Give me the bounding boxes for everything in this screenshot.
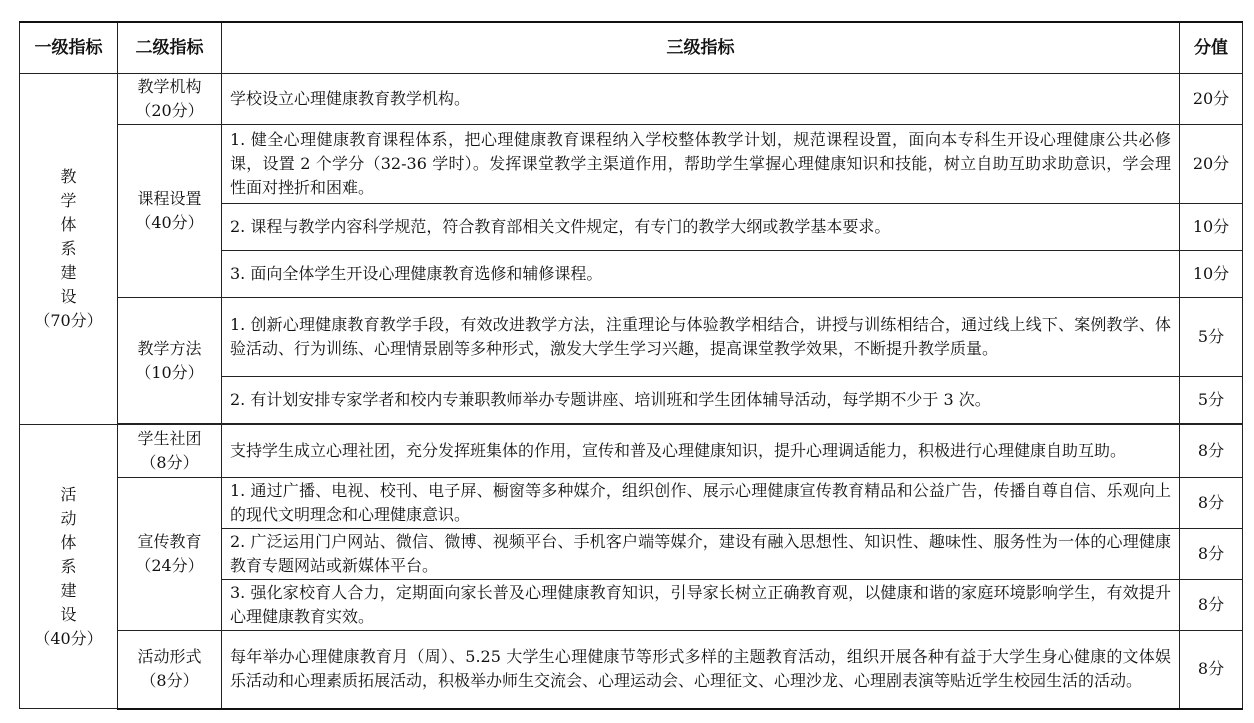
level3-text: 每年举办心理健康教育月（周）、5.25 大学生心理健康节等形式多样的主题教育活动，组织开展各种有益于大学生身心健康的文体娱乐活动和心理素质拓展活动，积极举办师生交流会、心理运动会、心理征文、心理沙龙、心理剧表演等贴近学生校园生活的活动。 [222, 631, 1180, 709]
level3-text: 支持学生成立心理社团，充分发挥班集体的作用，宣传和普及心理健康知识，提升心理调适能力，积极进行心理健康自助互助。 [222, 425, 1180, 478]
table-row [20, 425, 1243, 478]
header-score: 分值 [1180, 22, 1243, 74]
level2-score: （20分） [135, 101, 204, 120]
level2-name: 活动形式 [137, 647, 202, 667]
level2-score: （10分） [135, 362, 204, 382]
level1-name: 活动体系建设 [60, 484, 77, 624]
level2-cell [118, 478, 222, 631]
level3-text: 2. 广泛运用门户网站、微信、微博、视频平台、手机客户端等媒介，建设有融入思想性、知识性、趣味性、服务性为一体的心理健康教育专题网站或新媒体平台。 [222, 529, 1180, 580]
indicator-table [19, 21, 1243, 710]
table-row [20, 125, 1243, 204]
level1-score: （70分） [34, 311, 103, 330]
level2-name: 宣传教育 [137, 532, 202, 551]
score-value: 8分 [1180, 478, 1243, 529]
level2-score: （40分） [135, 213, 204, 232]
level2-cell [118, 125, 222, 298]
level2-score: （24分） [135, 556, 204, 575]
level2-name: 课程设置 [137, 189, 202, 208]
level2-cell [118, 631, 222, 709]
level3-text: 学校设立心理健康教育教学机构。 [222, 74, 1180, 125]
level1-score: （40分） [34, 628, 103, 648]
score-value: 10分 [1180, 251, 1243, 298]
level1-cell-teaching [20, 74, 118, 425]
header-level1: 一级指标 [20, 22, 118, 74]
score-value: 10分 [1180, 204, 1243, 251]
score-value: 20分 [1180, 125, 1243, 204]
table-row [20, 478, 1243, 529]
score-value: 8分 [1180, 425, 1243, 478]
level1-cell-activity [20, 425, 118, 709]
level3-text: 3. 面向全体学生开设心理健康教育选修和辅修课程。 [222, 251, 1180, 298]
table-row [20, 298, 1243, 377]
level3-text: 2. 有计划安排专家学者和校内专兼职教师举办专题讲座、培训班和学生团体辅导活动，每学期不少于 3 次。 [222, 377, 1180, 424]
header-row [20, 22, 1243, 74]
table-row [20, 74, 1243, 125]
level2-score: （8分） [140, 453, 199, 472]
level2-cell [118, 298, 222, 424]
level2-cell [118, 74, 222, 125]
score-value: 20分 [1180, 74, 1243, 125]
level3-text: 3. 强化家校育人合力，定期面向家长普及心理健康教育知识，引导家长树立正确教育观，以健康和谐的家庭环境影响学生，有效提升心理健康教育实效。 [222, 580, 1180, 631]
level2-score: （8分） [140, 671, 199, 691]
level2-name: 教学方法 [137, 338, 202, 358]
header-level2: 二级指标 [118, 22, 222, 74]
header-level3: 三级指标 [222, 22, 1180, 74]
level3-text: 1. 健全心理健康教育课程体系，把心理健康教育课程纳入学校整体教学计划，规范课程设置，面向本专科生开设心理健康公共必修课，设置 2 个学分（32-36 学时）。发挥课堂教学主渠道作用，帮助学生掌握心理健康知识和技能，树立自助互助求助意识，学会理性面对挫折和困难。 [222, 125, 1180, 204]
score-value: 5分 [1180, 298, 1243, 377]
score-value: 8分 [1180, 631, 1243, 709]
table-row [20, 631, 1243, 709]
level2-name: 学生社团 [137, 429, 202, 448]
level2-cell [118, 425, 222, 478]
level3-text: 2. 课程与教学内容科学规范，符合教育部相关文件规定，有专门的教学大纲或教学基本要求。 [222, 204, 1180, 251]
level2-name: 教学机构 [137, 77, 202, 96]
score-value: 8分 [1180, 580, 1243, 631]
level3-text: 1. 通过广播、电视、校刊、电子屏、橱窗等多种媒介，组织创作、展示心理健康宣传教育精品和公益广告，传播自尊自信、乐观向上的现代文明理念和心理健康意识。 [222, 478, 1180, 529]
score-value: 8分 [1180, 529, 1243, 580]
level1-name: 教学体系建设 [60, 167, 77, 306]
level3-text: 1. 创新心理健康教育教学手段，有效改进教学方法，注重理论与体验教学相结合，讲授与训练相结合，通过线上线下、案例教学、体验活动、行为训练、心理情景剧等多种形式，激发大学生学习兴趣，提高课堂教学效果，不断提升教学质量。 [222, 298, 1180, 377]
score-value: 5分 [1180, 377, 1243, 424]
